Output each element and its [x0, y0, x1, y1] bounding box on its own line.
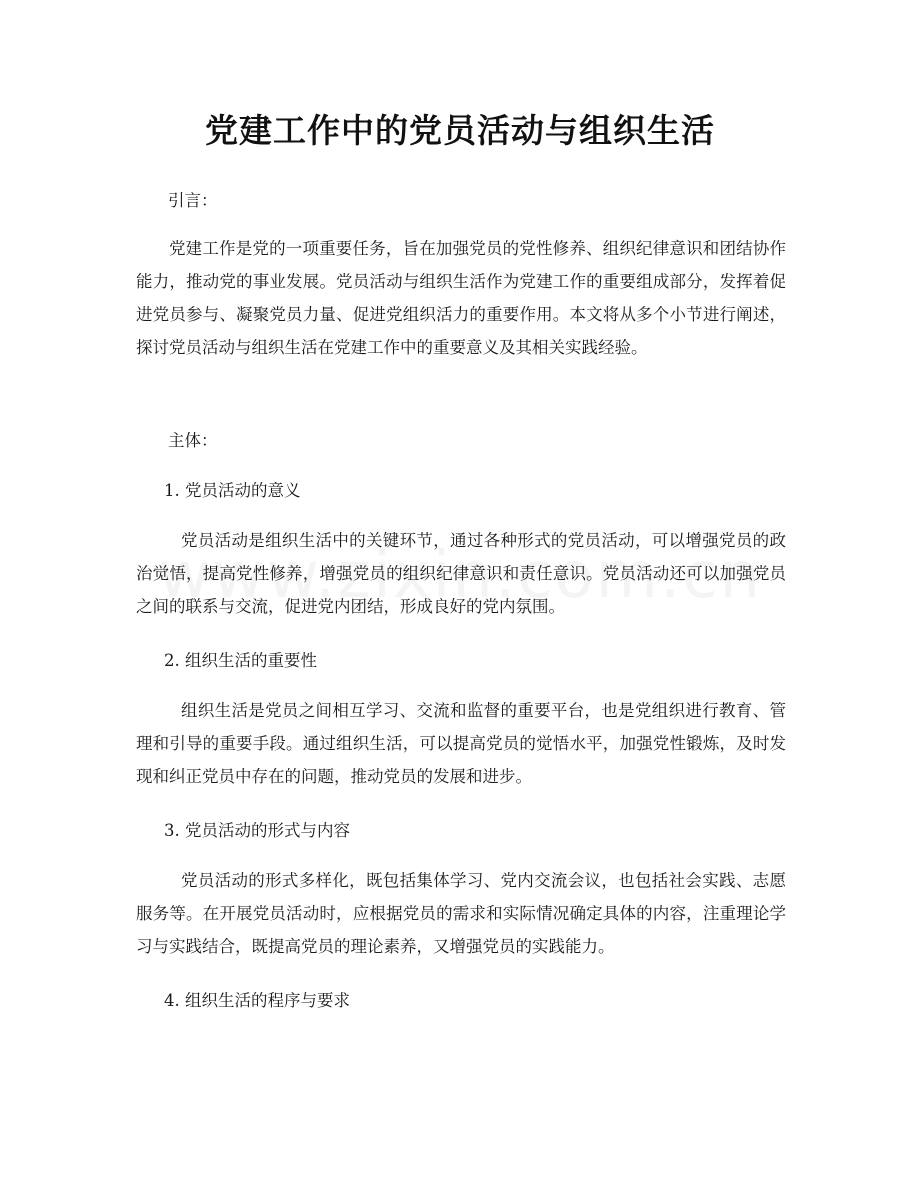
section-paragraph-2: 组织生活是党员之间相互学习、交流和监督的重要平台，也是党组织进行教育、管理和引导的重要手段。通过组织生活，可以提高党员的觉悟水平，加强党性锻炼，及时发现和纠正党员中存在的问题，推动党员的发展和进步。 — [136, 701, 786, 786]
section-paragraph-1: 党员活动是组织生活中的关键环节，通过各种形式的党员活动，可以增强党员的政治觉悟，提高党性修养，增强党员的组织纪律意识和责任意识。党员活动还可以加强党员之间的联系与交流，促进党内团结，形成良好的党内氛围。 — [136, 531, 786, 616]
section-heading-2: 2. 组织生活的重要性 — [164, 651, 317, 670]
section-heading-1: 1. 党员活动的意义 — [164, 481, 301, 500]
section-paragraph-3: 党员活动的形式多样化，既包括集体学习、党内交流会议，也包括社会实践、志愿服务等。在开展党员活动时，应根据党员的需求和实际情况确定具体的内容，注重理论学习与实践结合，既提高党员的理论素养，又增强党员的实践能力。 — [136, 871, 786, 956]
section-heading-4: 4. 组织生活的程序与要求 — [164, 991, 350, 1010]
intro-paragraph: 党建工作是党的一项重要任务，旨在加强党员的党性修养、组织纪律意识和团结协作能力，推动党的事业发展。党员活动与组织生活作为党建工作的重要组成部分，发挥着促进党员参与、凝聚党员力量、促进党组织活力的重要作用。本文将从多个小节进行阐述，探讨党员活动与组织生活在党建工作中的重要意义及其相关实践经验。 — [136, 239, 786, 357]
section-heading-3: 3. 党员活动的形式与内容 — [164, 821, 350, 840]
intro-label: 引言： — [168, 191, 218, 210]
body-label: 主体： — [168, 431, 218, 450]
document-title: 党建工作中的党员活动与组织生活 — [205, 111, 715, 150]
